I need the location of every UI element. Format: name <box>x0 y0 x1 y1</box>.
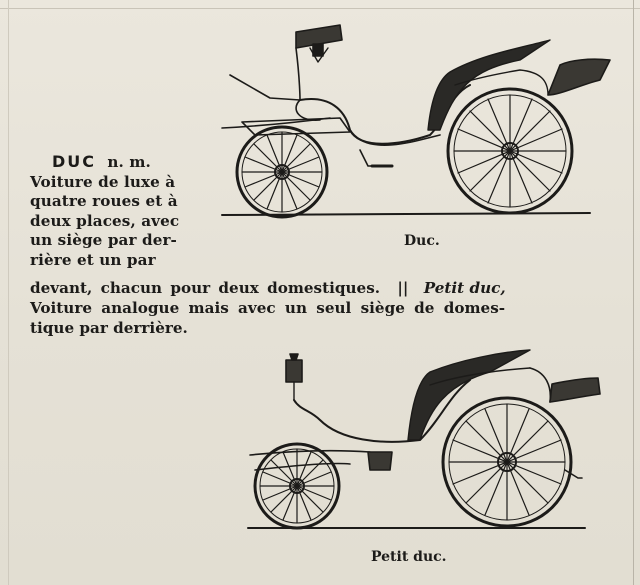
figure-caption-petit-duc: Petit duc. <box>371 549 447 565</box>
definition-wide-line-3: tique par derrière. <box>30 319 188 337</box>
figure-caption-duc: Duc. <box>404 233 440 249</box>
definition-line: quatre roues et à <box>30 192 178 210</box>
part-of-speech: n. m. <box>107 153 151 171</box>
headword: DUC <box>52 152 97 171</box>
definition-text: devant, chacun pour deux domestiques. <box>30 279 381 297</box>
definition-line: un siège par der- <box>30 231 177 249</box>
definition-line: Voiture de luxe à <box>30 172 176 191</box>
definition-line: deux places, avec <box>30 211 180 230</box>
definition-line: rière et un par <box>30 250 156 269</box>
separator: || <box>397 279 409 297</box>
sub-term: Petit duc, <box>423 279 506 297</box>
definition-wide-line-2: Voiture analogue mais avec un seul siège de domes- <box>30 299 506 317</box>
